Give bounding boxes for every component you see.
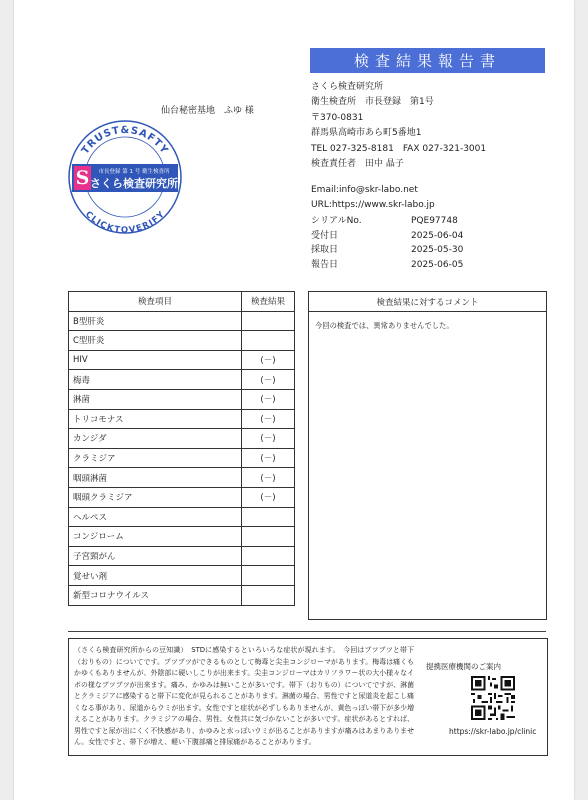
table-row: C型肝炎 xyxy=(69,331,295,351)
comment-box xyxy=(308,291,547,620)
results-table xyxy=(68,291,295,606)
comment-header: 検査結果に対するコメント xyxy=(309,292,546,312)
recipient-name: 仙台秘密基地 ふゆ 様 xyxy=(161,106,254,116)
issuer-block xyxy=(311,80,486,172)
report-title: 検査結果報告書 xyxy=(310,48,545,73)
issuer-registration: 衛生検査所 市長登録 第1号 xyxy=(311,97,434,108)
table-row: 咽頭クラミジア (－) xyxy=(69,487,295,507)
table-row: HIV (－) xyxy=(69,350,295,370)
issuer-postal: 〒370-0831 xyxy=(311,112,364,123)
logo-name: さくら検査研究所 xyxy=(90,177,178,190)
table-row: 咽頭淋菌 (－) xyxy=(69,468,295,488)
issuer-address: 群馬県高崎市あら町5番地1 xyxy=(311,128,422,139)
lab-seal-logo xyxy=(66,118,184,236)
info-box xyxy=(68,638,548,756)
trivia-text: （さくら検査研究所からの豆知識） STDに感染するといろいろな症状が現れます。 今回はブツブツと帯下（おりもの）についてです。ブツブツができるものとして梅毒と尖圭コンジローマがあります。梅毒は痛くもかゆくもありませんが、外陰部に硬いしこりが出来ます。尖圭コンジローマはカリフラワー状の大小様々なイボの様なブツブツが出来ます。痛み、かゆみは無いことが多いです。帯下（おりもの）についてですが、淋菌とクラミジアに感染すると帯下に変化が見られることがあります。淋菌の場合、男性ですと尿道炎を起こし痛くなる事があり、尿道からウミが出ます。女性ですと症状が必ずしもありませんが、黄色っぽい帯下が多少増えることがあります。クラミジアの場合、男性、女性共に気づかないことが多いです。症状があるとすれば、男性ですと尿が出にくく不快感があり、かゆみと水っぽいウミが出ることがありますが痛みはあまりありません。女性ですと、帯下が増え、軽い下腹部痛と排尿痛があることがあります。 xyxy=(74,646,414,746)
logo-s-mark: S xyxy=(75,167,90,189)
qr-code-icon[interactable] xyxy=(471,676,515,720)
meta-row-received: 受付日 2025-06-04 xyxy=(311,230,464,241)
issuer-phone-fax: TEL 027-325-8181 FAX 027-321-3001 xyxy=(311,143,487,154)
table-row: 子宮頸がん xyxy=(69,546,295,566)
logo-small-text: 市長登録 第 1 号 衛生検査所 xyxy=(98,169,170,175)
section-divider xyxy=(68,631,546,632)
table-header-row xyxy=(69,292,295,312)
table-row: 梅毒 (－) xyxy=(69,370,295,390)
meta-row-reported: 報告日 2025-06-05 xyxy=(311,259,464,270)
meta-row-collected: 採取日 2025-05-30 xyxy=(311,245,464,256)
clinic-url-link[interactable]: https://skr-labo.jp/clinic xyxy=(449,727,537,736)
clinic-title: 提携医療機関のご案内 xyxy=(426,662,501,671)
header-test-item: 検査項目 xyxy=(69,292,242,312)
table-row: 新型コロナウイルス xyxy=(69,585,295,605)
table-row: トリコモナス (－) xyxy=(69,409,295,429)
header-test-result: 検査結果 xyxy=(242,292,295,312)
logo-arc-bottom: CLICKTOVERIFY xyxy=(83,209,167,236)
report-page xyxy=(14,0,574,800)
contact-url: URL:https://www.skr-labo.jp xyxy=(311,200,435,210)
issuer-name: さくら検査研究所 xyxy=(311,82,384,92)
table-row: カンジダ (－) xyxy=(69,429,295,449)
comment-body: 今回の検査では、異常ありませんでした。 xyxy=(315,321,454,330)
table-row: コンジローム xyxy=(69,527,295,547)
table-row: 覚せい剤 xyxy=(69,566,295,586)
table-row: 淋菌 (－) xyxy=(69,389,295,409)
issuer-manager: 検査責任者 田中 晶子 xyxy=(311,159,404,170)
meta-row-serial: シリアルNo. PQE97748 xyxy=(311,216,458,226)
contact-url-block xyxy=(311,198,435,213)
table-row: クラミジア (－) xyxy=(69,448,295,468)
table-row: B型肝炎 xyxy=(69,311,295,331)
logo-arc-top: TRUST&SAFTY xyxy=(79,124,171,157)
contact-email: Email:info@skr-labo.net xyxy=(311,185,418,195)
table-row: ヘルペス xyxy=(69,507,295,527)
report-meta xyxy=(311,214,463,272)
contact-block xyxy=(311,183,418,198)
